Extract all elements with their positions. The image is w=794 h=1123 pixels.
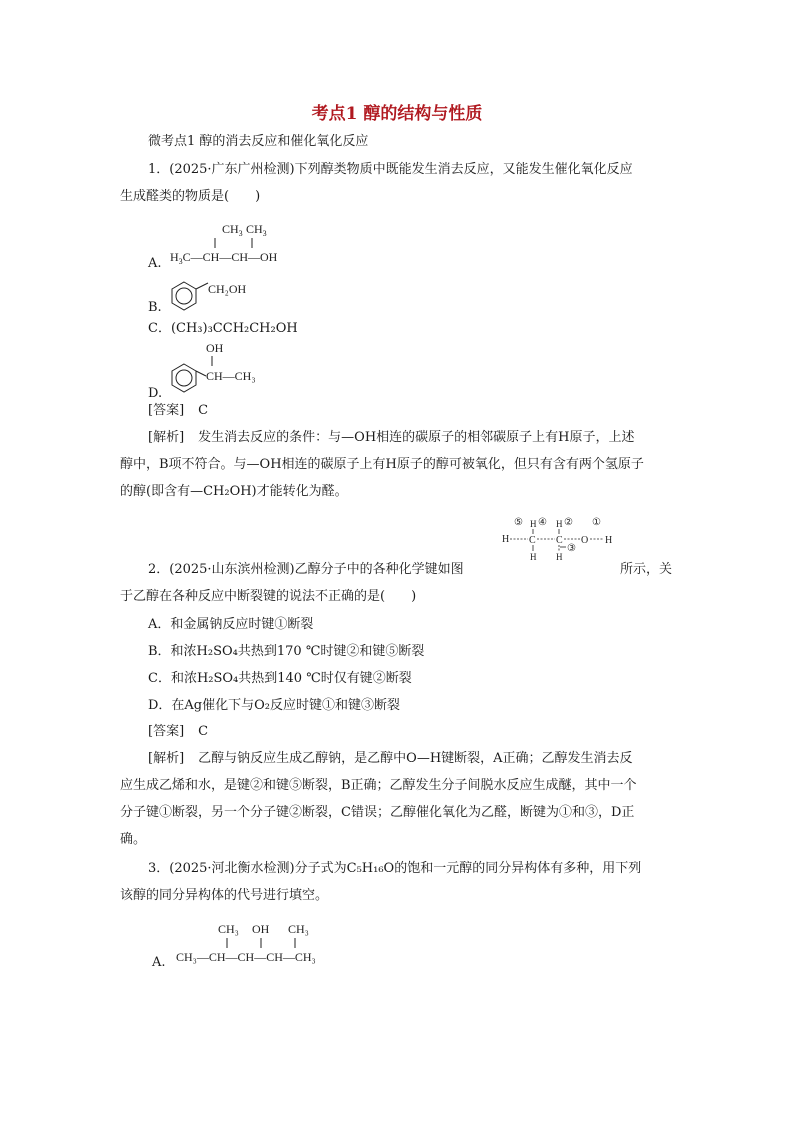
q1-a-main-chain: $H_3C—CH—CH—OH$	[170, 250, 278, 266]
q1-a-ch3-left: $CH_3$	[222, 222, 243, 238]
bond-label-2: ②	[564, 517, 573, 528]
q3-option-a-structure	[174, 918, 364, 968]
benzene-inner-circle-icon	[176, 288, 192, 304]
benzene-inner-circle-icon	[176, 370, 192, 386]
answer-label: [答案]	[148, 403, 185, 418]
q2-analysis-line1: [解析] 乙醇与钠反应生成乙醇钠，是乙醇中O—H键断裂，A正确；乙醇发生消去反	[148, 751, 633, 766]
q3-a-ch3-left: CH₃	[218, 922, 239, 936]
atom-c-2: C	[556, 535, 563, 546]
answer-label: [答案]	[148, 724, 185, 739]
q2-stem-line2: 于乙醇在各种反应中断裂键的说法不正确的是( )	[120, 589, 417, 604]
q1-option-d-structure	[166, 340, 286, 398]
q1-d-chain: CH—CH₃	[206, 369, 256, 383]
q3-stem-line2: 该醇的同分异构体的代号进行填空。	[120, 888, 329, 903]
q2-stem-line1b: 所示，关	[620, 562, 673, 577]
bond-label-4: ④	[538, 517, 547, 528]
q2-analysis-line2: 应生成乙烯和水，是键②和键⑤断裂，B正确；乙醇发生分子间脱水反应生成醚，其中一个	[120, 778, 637, 793]
q2-option-a: A．和金属钠反应时键①断裂	[148, 617, 314, 632]
analysis-label: [解析]	[148, 751, 185, 766]
q1-option-a-label: A.	[148, 256, 162, 271]
q1-stem-line2: 生成醛类的物质是( )	[120, 189, 261, 204]
atom-o: O	[581, 535, 589, 546]
q1-option-b-label: B.	[148, 300, 162, 315]
atom-h-bottom-2: H	[556, 552, 563, 562]
answer-value: C	[198, 724, 209, 739]
q3-option-a-label: A.	[152, 955, 166, 970]
q1-option-b-structure	[166, 278, 276, 316]
bond-label-5: ⑤	[514, 517, 523, 528]
q2-option-c: C．和浓H₂SO₄共热到140 ℃时仅有键②断裂	[148, 671, 412, 686]
q2-option-d: D．在Ag催化下与O₂反应时键①和键③断裂	[148, 698, 401, 713]
atom-h-right: H	[605, 535, 613, 546]
atom-h-bottom-1: H	[530, 552, 537, 562]
q1-analysis-line3: 的醇(即含有—CH₂OH)才能转化为醛。	[120, 484, 348, 499]
q1-analysis-line1: [解析] 发生消去反应的条件：与—OH相连的碳原子的相邻碳原子上有H原子，上述	[148, 430, 635, 445]
answer-value: C	[198, 403, 209, 418]
q1-option-d-label: D.	[148, 386, 163, 401]
atom-h-top-2: H	[556, 519, 563, 529]
q3-a-oh: OH	[252, 922, 270, 936]
q1-d-oh: OH	[206, 341, 224, 355]
q2-ethanol-bond-figure	[500, 512, 620, 570]
q2-option-b: B．和浓H₂SO₄共热到170 ℃时键②和键⑤断裂	[148, 644, 425, 659]
atom-c-1: C	[529, 535, 536, 546]
q1-option-c: C．(CH₃)₃CCH₂CH₂OH	[148, 321, 298, 336]
atom-h-top-1: H	[530, 519, 537, 529]
atom-h-left: H	[502, 534, 510, 545]
q3-a-ch3-right: CH₃	[288, 922, 309, 936]
q3-a-main-chain: CH₃—CH—CH—CH—CH₃	[176, 950, 316, 964]
q1-analysis-line2: 醇中，B项不符合。与—OH相连的碳原子上有H原子的醇可被氧化，但只有含有两个氢原子	[120, 457, 644, 472]
q2-analysis-line4: 确。	[120, 832, 147, 847]
q2-stem-line1a: 2．(2025·山东滨州检测)乙醇分子中的各种化学键如图	[148, 562, 464, 577]
q1-b-group: CH₂OH	[208, 282, 247, 296]
subsection-heading: 微考点1 醇的消去反应和催化氧化反应	[148, 134, 369, 149]
q1-a-ch3-right: $CH_3$	[246, 222, 267, 238]
section-title: 考点1 醇的结构与性质	[311, 104, 483, 124]
q1-b-bond	[196, 283, 208, 289]
q2-answer	[148, 724, 208, 740]
q1-d-bond-ring	[196, 371, 206, 376]
q1-answer	[148, 403, 208, 419]
q2-analysis-line3: 分子键①断裂，另一个分子键②断裂，C错误；乙醇催化氧化为乙醛，断键为①和③，D正	[120, 805, 635, 820]
bond-label-3: ③	[567, 543, 576, 554]
q1-option-a-structure	[168, 218, 318, 268]
q3-stem-line1: 3．(2025·河北衡水检测)分子式为C₅H₁₆O的饱和一元醇的同分异构体有多种，用下列	[148, 861, 642, 876]
q1-stem-line1: 1．(2025·广东广州检测)下列醇类物质中既能发生消去反应，又能发生催化氧化反应	[148, 162, 633, 177]
analysis-label: [解析]	[148, 430, 185, 445]
bond-label-1: ①	[592, 517, 601, 528]
